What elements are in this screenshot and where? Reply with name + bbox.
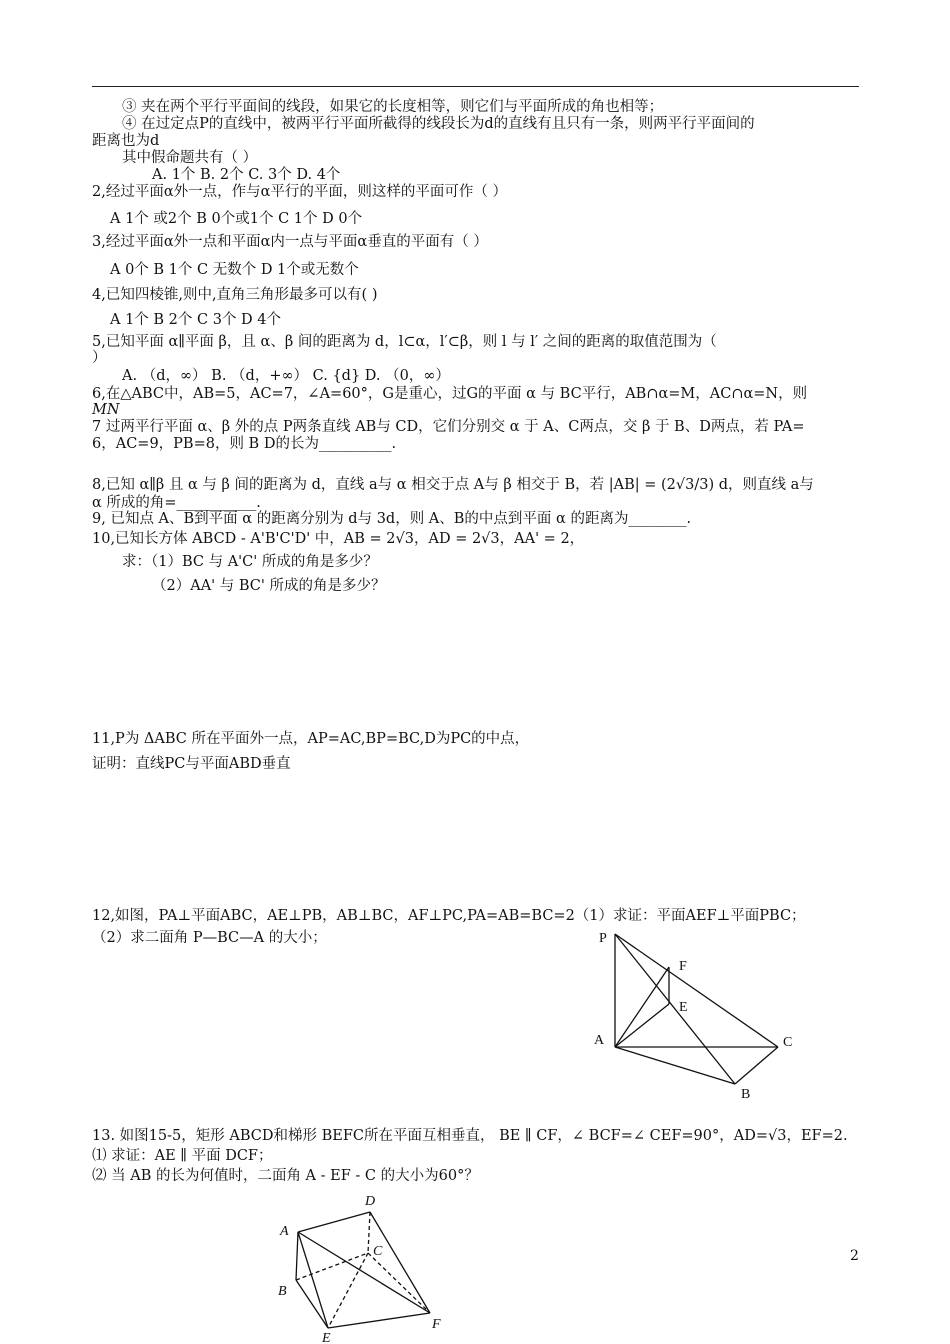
q11-prove: 证明：直线PC与平面ABD垂直: [92, 756, 291, 772]
label-e: E: [322, 1331, 331, 1344]
edge-dc-hidden: [368, 1212, 370, 1253]
label-p: P: [599, 931, 607, 946]
q2-text: 2,经过平面α外一点，作与α平行的平面，则这样的平面可作（ ）: [92, 184, 508, 200]
segment-af: [615, 967, 669, 1047]
q1-options: A. 1个 B. 2个 C. 3个 D. 4个: [152, 167, 341, 183]
q10-part1: 求：（1）BC 与 A'C' 所成的角是多少？: [122, 554, 378, 570]
q5-text-cont: ）: [92, 350, 107, 366]
figure-rectangle-trapezoid: [270, 1185, 470, 1344]
label-f: F: [679, 959, 687, 974]
q10-part2: （2）AA' 与 BC' 所成的角是多少？: [152, 578, 386, 594]
figure-tetrahedron-pabc: [585, 920, 805, 1100]
edge-bc: [735, 1047, 778, 1084]
label-e: E: [679, 1000, 688, 1015]
edge-ab: [615, 1047, 735, 1084]
label-b: B: [278, 1284, 287, 1299]
edge-be: [296, 1280, 328, 1328]
q13-text: 13. 如图15-5，矩形 ABCD和梯形 BEFC所在平面互相垂直， BE ∥ CF，∠ BCF=∠ CEF=90°，AD=√3，EF=2.: [92, 1128, 848, 1144]
q1-item-3: ③ 夹在两个平行平面间的线段，如果它的长度相等，则它们与平面所成的角也相等；: [122, 99, 664, 115]
q7-text-cont: 6，AC=9，PB=8，则 B D的长为__________.: [92, 436, 397, 452]
q1-item-4-cont: 距离也为d: [92, 133, 160, 149]
q9-text: 9, 已知点 A、B到平面 α 的距离分别为 d与 3d，则 A、B的中点到平面 α 的距离为________.: [92, 511, 692, 527]
edge-bc-hidden: [296, 1253, 368, 1280]
label-a: A: [280, 1224, 289, 1239]
q12-part2: （2）求二面角 P—BC—A 的大小；: [92, 930, 327, 946]
q6-text-cont: MN: [92, 402, 120, 418]
edge-ad: [298, 1212, 370, 1232]
q6-text: 6,在△ABC中，AB=5，AC=7，∠A=60°，G是重心，过G的平面 α 与 BC平行，AB∩α=M，AC∩α=N，则: [92, 386, 808, 402]
segment-ae: [615, 1004, 669, 1047]
header-rule: [92, 86, 859, 87]
q8-text: 8,已知 α∥β 且 α 与 β 间的距离为 d，直线 a与 α 相交于点 A与 β 相交于 B，若 |AB| = (2√3/3) d，则直线 a与: [92, 477, 814, 493]
q11-text: 11,P为 ΔABC 所在平面外一点，AP=AC,BP=BC,D为PC的中点，: [92, 731, 530, 747]
q8-text-cont: α 所成的角=___________.: [92, 495, 261, 511]
q10-text: 10,已知长方体 ABCD - A'B'C'D' 中，AB = 2√3，AD = 2√3，AA' = 2，: [92, 531, 585, 547]
q1-item-4: ④ 在过定点P的直线中，被两平行平面所截得的线段长为d的直线有且只有一条，则两平行平面间的: [122, 116, 755, 132]
label-d: D: [365, 1194, 376, 1209]
label-c: C: [373, 1244, 383, 1259]
q13-part1: ⑴ 求证：AE ∥ 平面 DCF；: [92, 1148, 273, 1164]
page-number: 2: [850, 1248, 859, 1264]
q12-text: 12,如图，PA⊥平面ABC，AE⊥PB，AB⊥BC，AF⊥PC,PA=AB=BC=2（1）求证：平面AEF⊥平面PBC；: [92, 908, 806, 924]
q5-text: 5,已知平面 α∥平面 β，且 α、β 间的距离为 d，l⊂α，l′⊂β，则 l 与 l′ 之间的距离的取值范围为（: [92, 334, 717, 350]
edge-ab: [296, 1232, 298, 1280]
q7-text: 7 过两平行平面 α、β 外的点 P两条直线 AB与 CD，它们分别交 α 于 A、C两点，交 β 于 B、D两点，若 PA=: [92, 419, 805, 435]
label-c: C: [783, 1035, 793, 1050]
edge-df: [370, 1212, 430, 1313]
q13-part2: ⑵ 当 AB 的长为何值时，二面角 A - EF - C 的大小为60°？: [92, 1168, 479, 1184]
q4-text: 4,已知四棱锥,则中,直角三角形最多可以有( ): [92, 287, 378, 303]
q3-text: 3,经过平面α外一点和平面α内一点与平面α垂直的平面有（ ）: [92, 234, 488, 250]
label-a: A: [594, 1033, 605, 1048]
q1-question: 其中假命题共有（ ）: [122, 150, 258, 166]
edge-ae: [298, 1232, 328, 1328]
q5-options: A. （d，∞） B. （d，+∞） C. {d} D. （0，∞）: [122, 368, 450, 384]
label-b: B: [741, 1087, 751, 1102]
edge-ce-hidden: [328, 1253, 368, 1328]
q4-options: A 1个 B 2个 C 3个 D 4个: [110, 312, 282, 328]
q2-options: A 1个 或2个 B 0个或1个 C 1个 D 0个: [110, 211, 363, 227]
edge-ef: [328, 1313, 430, 1328]
edge-pb: [615, 934, 735, 1084]
edge-pc: [615, 934, 778, 1047]
q3-options: A 0个 B 1个 C 无数个 D 1个或无数个: [110, 262, 359, 278]
label-f: F: [432, 1317, 441, 1332]
